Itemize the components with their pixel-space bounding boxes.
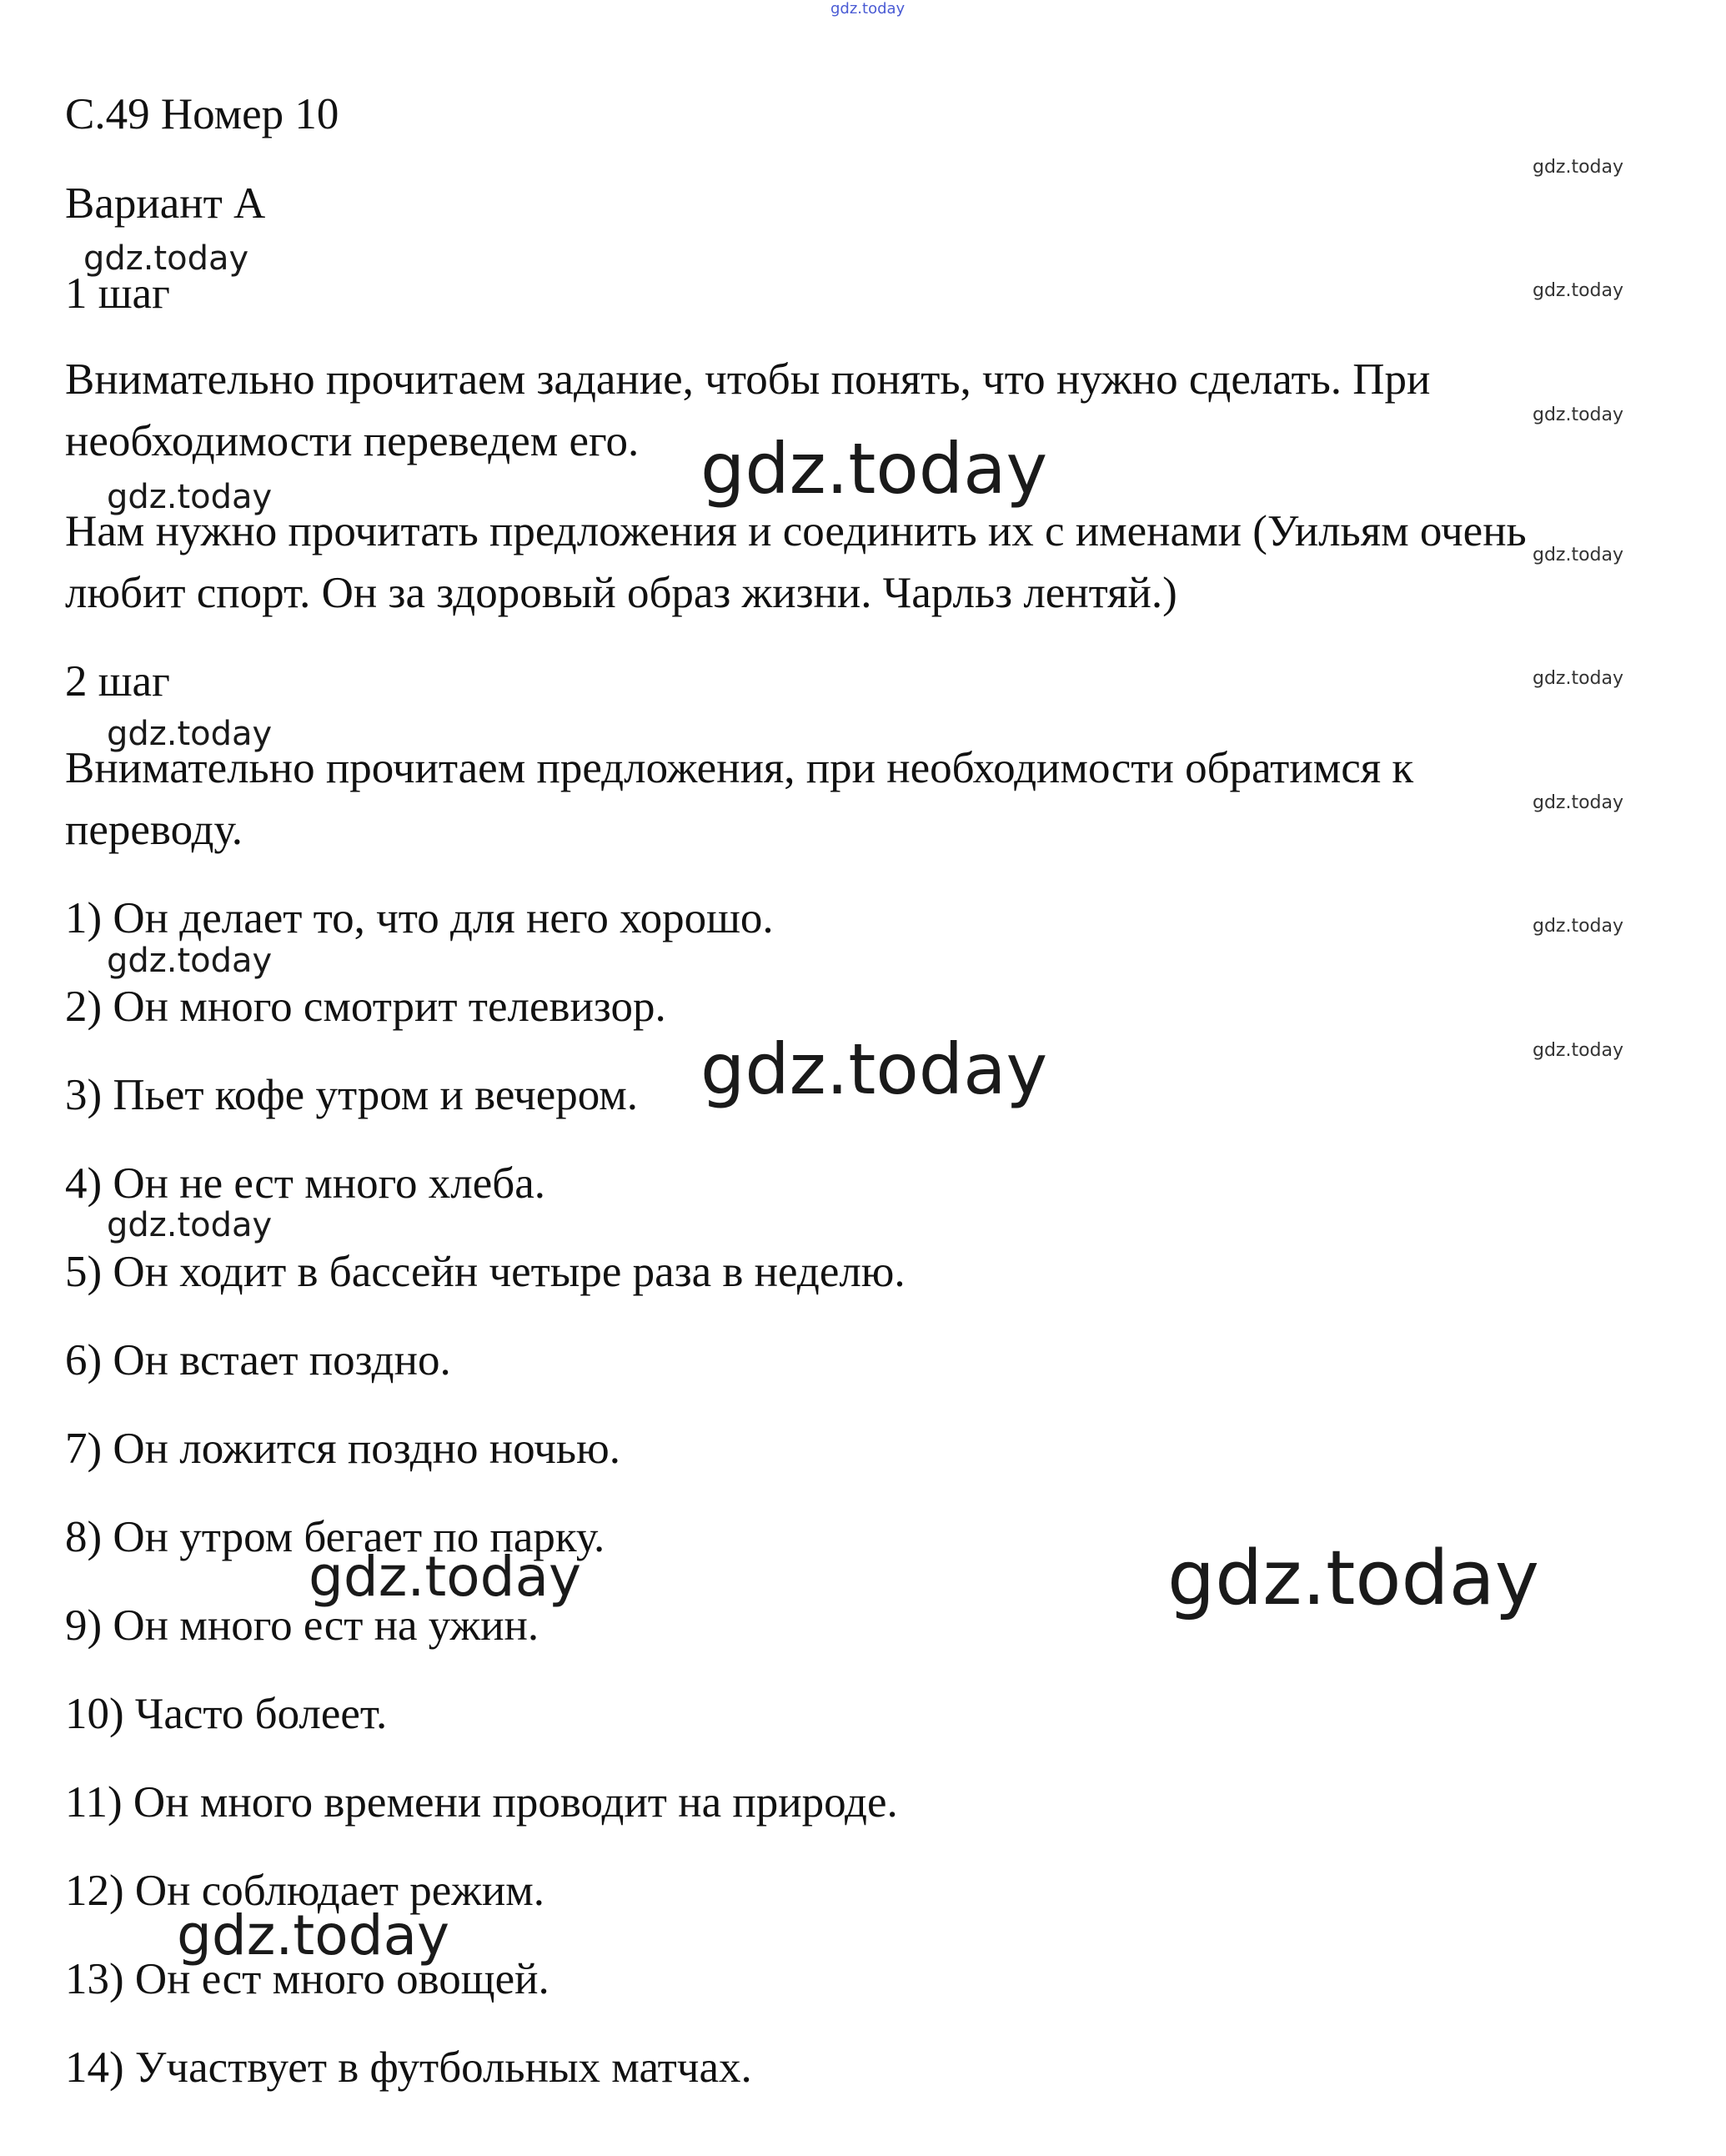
list-item: 1) Он делает то, что для него хорошо. (65, 894, 774, 942)
list-item: 10) Часто болеет. (65, 1690, 388, 1738)
list-item: 9) Он много ест на ужин. (65, 1601, 539, 1650)
list-item: 6) Он встает поздно. (65, 1336, 451, 1385)
watermark: gdz.today (107, 715, 273, 753)
list-item: 3) Пьет кофе утром и вечером. (65, 1071, 639, 1119)
watermark: gdz.today (1533, 916, 1624, 937)
step-2-paragraph-line-2: переводу. (65, 806, 243, 854)
list-item: 5) Он ходит в бассейн четыре раза в неделю. (65, 1248, 906, 1296)
step-1-paragraph-2-line-2: любит спорт. Он за здоровый образ жизни. Чарльз лентяй.) (65, 569, 1177, 617)
watermark: gdz.today (107, 1206, 273, 1244)
watermark: gdz.today (107, 478, 273, 516)
step-1-paragraph-2-line-1: Нам нужно прочитать предложения и соединить их с именами (Уильям очень (65, 507, 1527, 555)
list-item: 2) Он много смотрит телевизор. (65, 983, 666, 1031)
list-item: 4) Он не ест много хлеба. (65, 1159, 545, 1208)
watermark: gdz.today (1533, 1040, 1624, 1061)
page-title: С.49 Номер 10 (65, 90, 339, 138)
step-1-paragraph-1-line-2: необходимости переведем его. (65, 417, 640, 465)
watermark: gdz.today (177, 1903, 450, 1968)
watermark: gdz.today (1533, 668, 1624, 689)
list-item: 12) Он соблюдает режим. (65, 1867, 545, 1915)
list-item: 14) Участвует в футбольных матчах. (65, 2043, 752, 2092)
watermark: gdz.today (1533, 545, 1624, 565)
step-1-label: 1 шаг (65, 269, 170, 318)
watermark: gdz.today (1533, 157, 1624, 178)
list-item: 13) Он ест много овощей. (65, 1955, 549, 2003)
list-item: 7) Он ложится поздно ночью. (65, 1425, 620, 1473)
watermark: gdz.today (107, 942, 273, 980)
watermark: gdz.today (1167, 1535, 1540, 1622)
watermark: gdz.today (700, 428, 1048, 510)
watermark: gdz.today (1533, 280, 1624, 301)
list-item: 11) Он много времени проводит на природе. (65, 1778, 898, 1827)
step-1-paragraph-1-line-1: Внимательно прочитаем задание, чтобы понять, что нужно сделать. При (65, 355, 1431, 404)
step-2-paragraph-line-1: Внимательно прочитаем предложения, при необходимости обратимся к (65, 744, 1414, 792)
watermark: gdz.today (700, 1028, 1048, 1110)
watermark: gdz.today (1533, 405, 1624, 425)
list-item: 8) Он утром бегает по парку. (65, 1513, 605, 1561)
watermark: gdz.today (83, 239, 249, 278)
variant-heading: Вариант А (65, 179, 266, 228)
step-2-label: 2 шаг (65, 657, 170, 706)
watermark: gdz.today (830, 0, 906, 18)
watermark: gdz.today (1533, 792, 1624, 813)
watermark: gdz.today (309, 1545, 582, 1609)
